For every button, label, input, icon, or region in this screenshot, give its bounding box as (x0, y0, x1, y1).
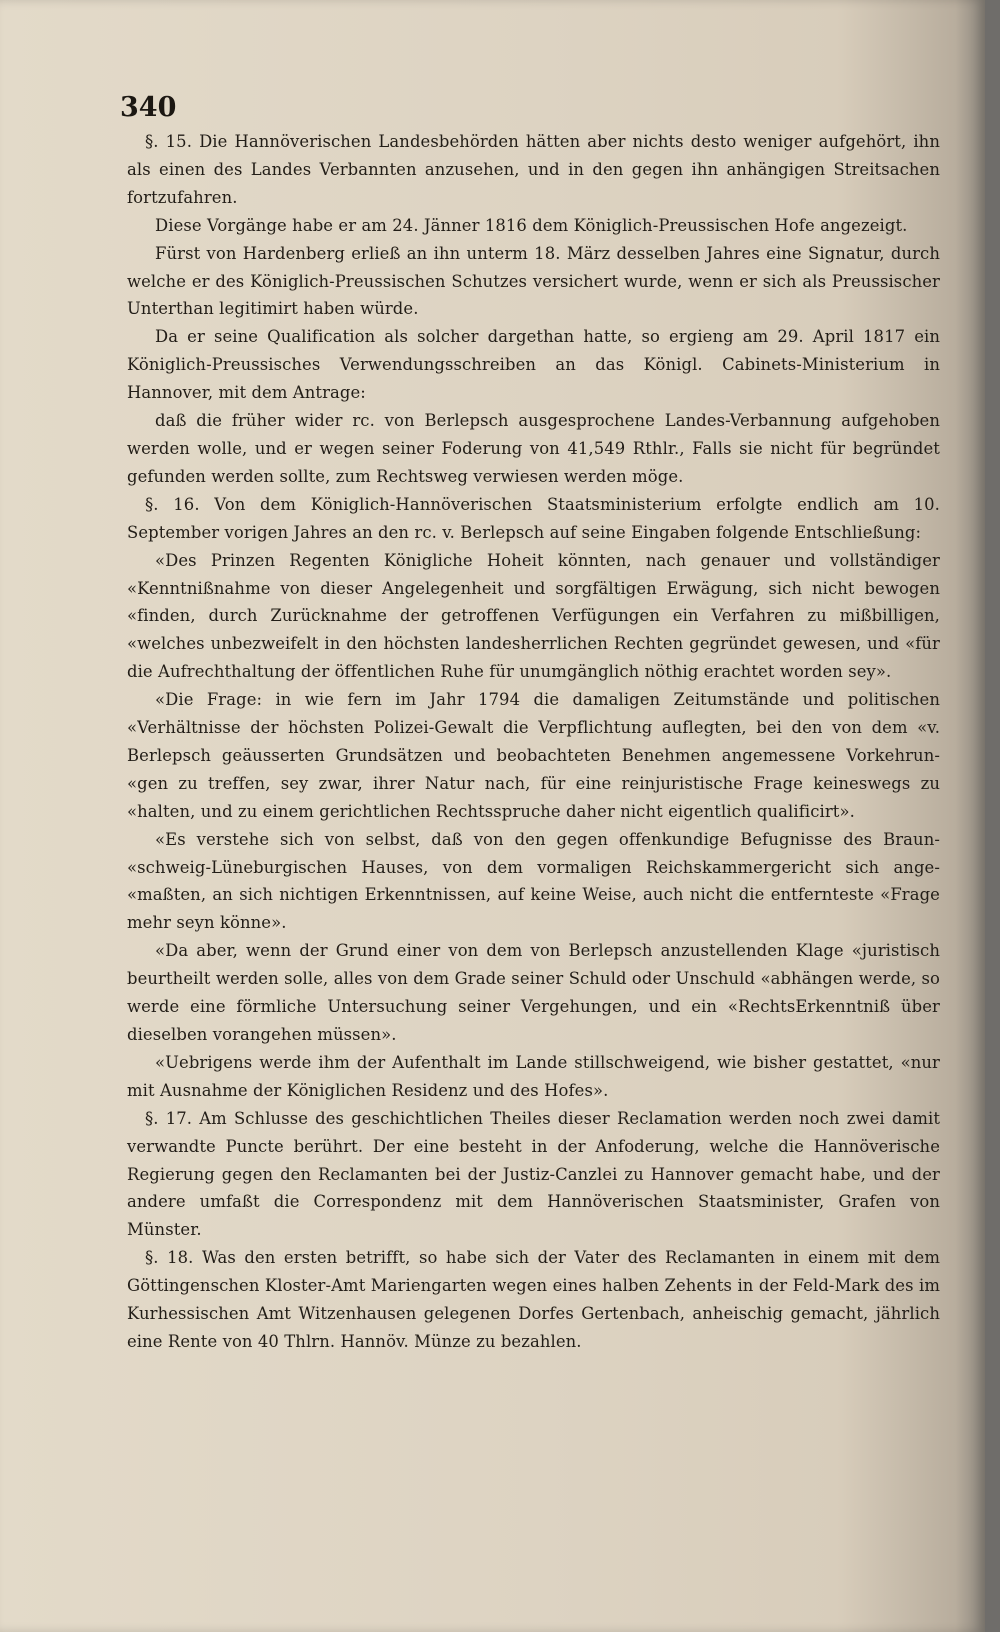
paragraph-request-content: daß die früher wider rc. von Berlepsch ausgesprochene Landes-Verbannung aufgehoben werden wolle, und er wegen seiner Foderung von 41,549 Rthlr., Falls sie nicht für begründet gefunden werden sollte, zum Rechtsweg verwiesen werden möge. (127, 411, 940, 486)
paragraph-section-15: §. 15. Die Hannöverischen Landesbehörden hätten aber nichts desto weniger aufgehört, ihn als einen des Landes Verbannten anzusehen, und in den gegen ihn anhängigen Streitsachen fortzufahren. (127, 132, 940, 207)
paragraph-prussian-request: Da er seine Qualification als solcher dargethan hatte, so ergieng am 29. April 1817 ein Königlich-Preussisches Verwendungsschreiben an das Königl. Cabinets-Ministerium in Hannover, mit dem Antrage: (127, 327, 940, 403)
paragraph-report-date: Diese Vorgänge habe er am 24. Jänner 1816 dem Königlich-Preussischen Hofe angezeigt. (155, 215, 908, 235)
quote-residence-permission: «Uebrigens werde ihm der Aufenthalt im Lande stillschweigend, wie bisher gestattet, «nur mit Ausnahme der Königlichen Residenz und des Hofes». (127, 1052, 940, 1100)
paragraph-hardenberg-signature: Fürst von Hardenberg erließ an ihn unterm 18. März desselben Jahres eine Signatur, durch welche er des Königlich-Preussischen Schutzes versichert wurde, wenn er sich als Preussischer Unterthan legitimirt haben würde. (127, 243, 940, 319)
quote-reichskammergericht: «Es verstehe sich von selbst, daß von den gegen offenkundige Befugnisse des Braun- «schweig-Lüneburgischen Hauses, von dem vormaligen Reichskammergericht sich ange- «maßten, an sich nichtigen Erkenntnissen, auf keine Weise, auch nicht die entfernteste «Frage mehr seyn könne». (127, 829, 940, 933)
quote-regent-decision: «Des Prinzen Regenten Königliche Hoheit könnten, nach genauer und vollständiger «Kenntnißnahme von dieser Angelegenheit und sorgfältigen Erwägung, sich nicht bewogen «finden, durch Zurücknahme der getroffenen Verfügungen ein Verfahren zu mißbilligen, «welches unbezweifelt in den höchsten landesherrlichen Rechten gegründet gewesen, und «für die Aufrechthaltung der öffentlichen Ruhe für unumgänglich nöthig erachtet worden sey». (127, 550, 940, 682)
paragraph-section-16: §. 16. Von dem Königlich-Hannöverischen Staatsministerium erfolgte endlich am 10. September vorigen Jahres an den rc. v. Berlepsch auf seine Eingaben folgende Entschließung: (127, 494, 940, 542)
paragraph-section-18: §. 18. Was den ersten betrifft, so habe sich der Vater des Reclamanten in einem mit dem Göttingenschen Kloster-Amt Mariengarten wegen eines halben Zehents in der Feld-Mark des im Kurhessischen Amt Witzenhausen gelegenen Dorfes Gertenbach, anheischig gemacht, jährlich eine Rente von 40 Thlrn. Hannöv. Münze zu bezahlen. (127, 1248, 940, 1351)
paragraph-section-17: §. 17. Am Schlusse des geschichtlichen Theiles dieser Reclamation werden noch zwei damit verwandte Puncte berührt. Der eine besteht in der Anfoderung, welche die Hannöverische Regierung gegen den Reclamanten bei der Justiz-Canzlei zu Hannover gemacht habe, und der andere umfaßt die Correspondenz mit dem Hannöverischen Staatsminister, Grafen von Münster. (127, 1108, 940, 1240)
quote-claim-investigation: «Da aber, wenn der Grund einer von dem von Berlepsch anzustellenden Klage «juristisch beurtheilt werden solle, alles von dem Grade seiner Schuld oder Unschuld «abhängen werde, so werde eine förmliche Untersuchung seiner Vergehungen, und ein «RechtsErkenntniß über dieselben vorangehen müssen». (127, 941, 940, 1044)
quote-question-1794: «Die Frage: in wie fern im Jahr 1794 die damaligen Zeitumstände und politischen «Verhältnisse der höchsten Polizei-Gewalt die Verpflichtung auflegten, bei den von dem «v. Berlepsch geäusserten Grundsätzen und beobachteten Benehmen angemessene Vorkehrun- «gen zu treffen, sey zwar, ihrer Natur nach, für eine reinjuristische Frage keineswegs zu «halten, und zu einem gerichtlichen Rechtsspruche daher nicht eigentlich qualificirt». (127, 690, 940, 821)
page-text (127, 128, 940, 1356)
page-number: 340 (120, 92, 177, 123)
